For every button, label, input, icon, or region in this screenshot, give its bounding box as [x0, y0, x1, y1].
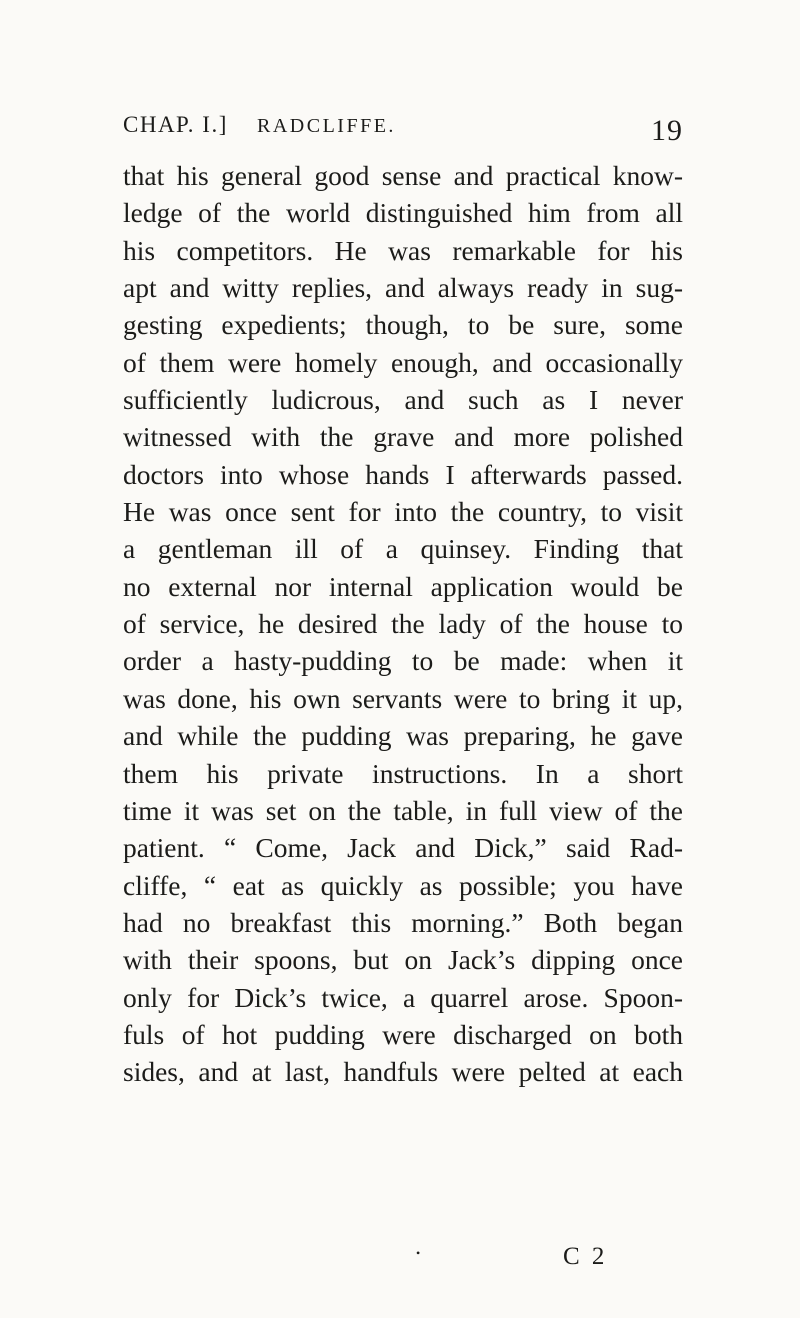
text-line: witnessed with the grave and more polished	[123, 421, 683, 453]
text-line: order a hasty-pudding to be made: when it	[123, 645, 683, 677]
text-line: of service, he desired the lady of the house to	[123, 608, 683, 640]
text-line: of them were homely enough, and occasionally	[123, 346, 683, 378]
text-line: and while the pudding was preparing, he gave	[123, 720, 683, 752]
stray-mark: •	[416, 1246, 421, 1260]
text-line: time it was set on the table, in full view of the	[123, 794, 683, 826]
running-title: RADCLIFFE.	[257, 115, 396, 137]
text-line: sufficiently ludicrous, and such as I never	[123, 384, 683, 416]
text-line: was done, his own servants were to bring it up,	[123, 682, 683, 714]
text-line: patient. “ Come, Jack and Dick,” said Rad-	[123, 832, 683, 864]
signature-mark: C 2	[563, 1243, 608, 1270]
text-line: only for Dick’s twice, a quarrel arose. Spoon-	[123, 981, 683, 1013]
text-line: He was once sent for into the country, to visit	[123, 496, 683, 528]
text-line: with their spoons, but on Jack’s dipping once	[123, 944, 683, 976]
text-line: them his private instructions. In a short	[123, 757, 683, 789]
page-number: 19	[651, 114, 683, 147]
text-line: a gentleman ill of a quinsey. Finding that	[123, 533, 683, 565]
text-line: ledge of the world distinguished him from all	[123, 197, 683, 229]
text-line: gesting expedients; though, to be sure, some	[123, 309, 683, 341]
text-line: doctors into whose hands I afterwards passed.	[123, 458, 683, 490]
text-line: cliffe, “ eat as quickly as possible; you have	[123, 869, 683, 901]
body-text	[123, 157, 683, 1091]
text-line: that his general good sense and practical know-	[123, 160, 683, 191]
text-line: apt and witty replies, and always ready in sug-	[123, 272, 683, 304]
text-line: had no breakfast this morning.” Both began	[123, 906, 683, 938]
text-line: no external nor internal application would be	[123, 570, 683, 602]
text-line: fuls of hot pudding were discharged on both	[123, 1018, 683, 1050]
text-line: sides, and at last, handfuls were pelted at each	[123, 1056, 683, 1088]
text-line: his competitors. He was remarkable for his	[123, 234, 683, 266]
running-head	[123, 108, 683, 148]
chapter-reference: CHAP. I.]	[123, 112, 228, 137]
